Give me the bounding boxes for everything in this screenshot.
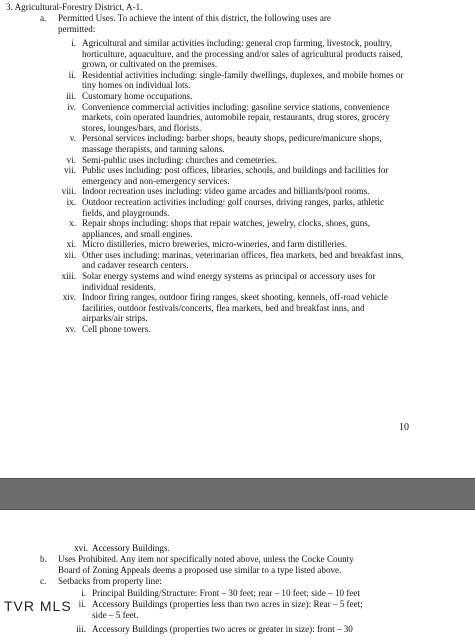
list-item-text: Outdoor recreation activities including: golf courses, driving ranges, parks, athletic fields, and playgrounds. — [82, 196, 385, 218]
list-item-number: xii. — [64, 249, 76, 260]
subsection-a-label: a. — [40, 13, 47, 23]
list-item-text: Repair shops including: shops that repair watches, jewelry, clocks, shoes, guns, appliances, and small engines. — [82, 218, 371, 239]
section-heading: 3. Agricultural-Forestry District, A-1. — [6, 2, 143, 12]
page-separator — [0, 478, 475, 510]
subsection-b-label: b. — [40, 554, 47, 564]
list-item-number: iv. — [67, 101, 76, 112]
subsection-c-label: c. — [40, 576, 47, 586]
list-item-number: vi. — [66, 154, 76, 165]
item-xvi-text: Accessory Buildings. — [92, 543, 170, 553]
list-item — [0, 133, 407, 154]
list-item-text: Residential activities including: single-family dwellings, duplexes, and mobile homes or tiny homes on individual lots. — [82, 69, 404, 91]
list-item — [0, 186, 407, 197]
list-item — [0, 70, 407, 91]
list-item-number: viii. — [61, 186, 76, 197]
subsection-c-text: Setbacks from property line: — [58, 576, 162, 586]
list-item — [0, 197, 407, 218]
list-item-text: Other uses including: marinas, veterinarian offices, flea markets, bed and breakfast inns, and cadaver research centers. — [82, 249, 404, 271]
list-item — [0, 155, 407, 166]
list-item-text: Public uses including: post offices, libraries, schools, and buildings and facilities for emergency and non-emergency services. — [82, 165, 389, 186]
list-item — [0, 91, 407, 102]
list-item-text: Cell phone towers. — [82, 324, 151, 335]
list-item-number: xiii. — [61, 271, 76, 282]
list-item-number: v. — [69, 133, 76, 144]
document-page-2 — [0, 510, 475, 640]
page-number: 10 — [399, 422, 409, 433]
setback-i-text: Principal Building/Structure: Front – 30 feet; rear – 10 feet; side – 10 feet — [92, 588, 360, 598]
list-item-number: ii. — [68, 69, 76, 80]
list-item — [0, 292, 407, 324]
list-item-number: xi. — [66, 239, 76, 250]
list-item-number: ix. — [66, 196, 76, 207]
list-item-text: Indoor recreation uses including: video game arcades and billiards/pool rooms. — [82, 186, 370, 197]
mls-watermark: TVR MLS — [4, 598, 72, 614]
list-item-number: i. — [71, 38, 76, 48]
list-item — [0, 239, 407, 250]
list-item-text: Agricultural and similar activities including: general crop farming, livestock, poultry, horticulture, aquaculture, and the processing and/or sales of agricultural products raised, grown, or cultivated on the premises. — [82, 38, 403, 70]
list-item-number: vii. — [64, 165, 76, 176]
list-item-text: Solar energy systems and wind energy systems as principal or accessory uses for individual residents. — [82, 271, 376, 292]
list-item-text: Convenience commercial activities including: gasoline service stations, convenience markets, coin operated laundries, automobile repair, restaurants, drug stores, grocery stores, lounges/bars, and florists. — [82, 101, 390, 133]
list-item — [0, 165, 407, 186]
list-item-text: Indoor firing ranges, outdoor firing ranges, skeet shooting, kennels, off-road vehicle facilities, outdoor festivals/concerts, flea markets, bed and breakfast inns, and airparks/air strips. — [82, 292, 388, 324]
setback-i-number: i. — [81, 588, 86, 598]
list-item-number: xiv. — [62, 292, 76, 303]
setback-ii-number: ii. — [78, 599, 86, 609]
list-item-text: Personal services including: barber shops, beauty shops, pedicure/manicure shops, massage therapists, and tanning salons. — [82, 133, 382, 154]
subsection-b-continuation: Board of Zoning Appeals deems a proposed use similar to a type listed above. — [58, 565, 342, 575]
list-item — [0, 250, 407, 271]
setback-iii-text: Accessory Buildings (properties two acres or greater in size): front – 30 — [92, 624, 353, 634]
list-item-number: x. — [69, 218, 76, 229]
list-item-text: Customary home occupations. — [82, 90, 193, 101]
setback-ii-continuation: side – 5 feet. — [92, 610, 139, 620]
list-item — [0, 271, 407, 292]
subsection-a-continuation: permitted: — [58, 24, 96, 34]
list-item-text: Micro distilleries, micro breweries, micro-wineries, and farm distilleries. — [82, 239, 347, 250]
list-item — [0, 38, 407, 70]
item-xvi-number: xvi. — [74, 543, 88, 553]
list-item — [0, 102, 407, 134]
subsection-b-text: Uses Prohibited. Any item not specifically noted above, unless the Cocke County — [58, 554, 354, 564]
permitted-uses-list — [0, 38, 407, 335]
setback-iii-number: iii. — [76, 624, 86, 634]
list-item — [0, 324, 407, 335]
list-item-number: iii. — [66, 90, 76, 101]
list-item — [0, 218, 407, 239]
list-item-number: xv. — [65, 324, 76, 335]
subsection-a-text: Permitted Uses. To achieve the intent of this district, the following uses are — [58, 13, 331, 23]
setback-ii-text: Accessory Buildings (properties less than two acres in size): Rear – 5 feet; — [92, 599, 363, 609]
list-item-text: Semi-public uses including: churches and cemeteries. — [82, 154, 277, 165]
